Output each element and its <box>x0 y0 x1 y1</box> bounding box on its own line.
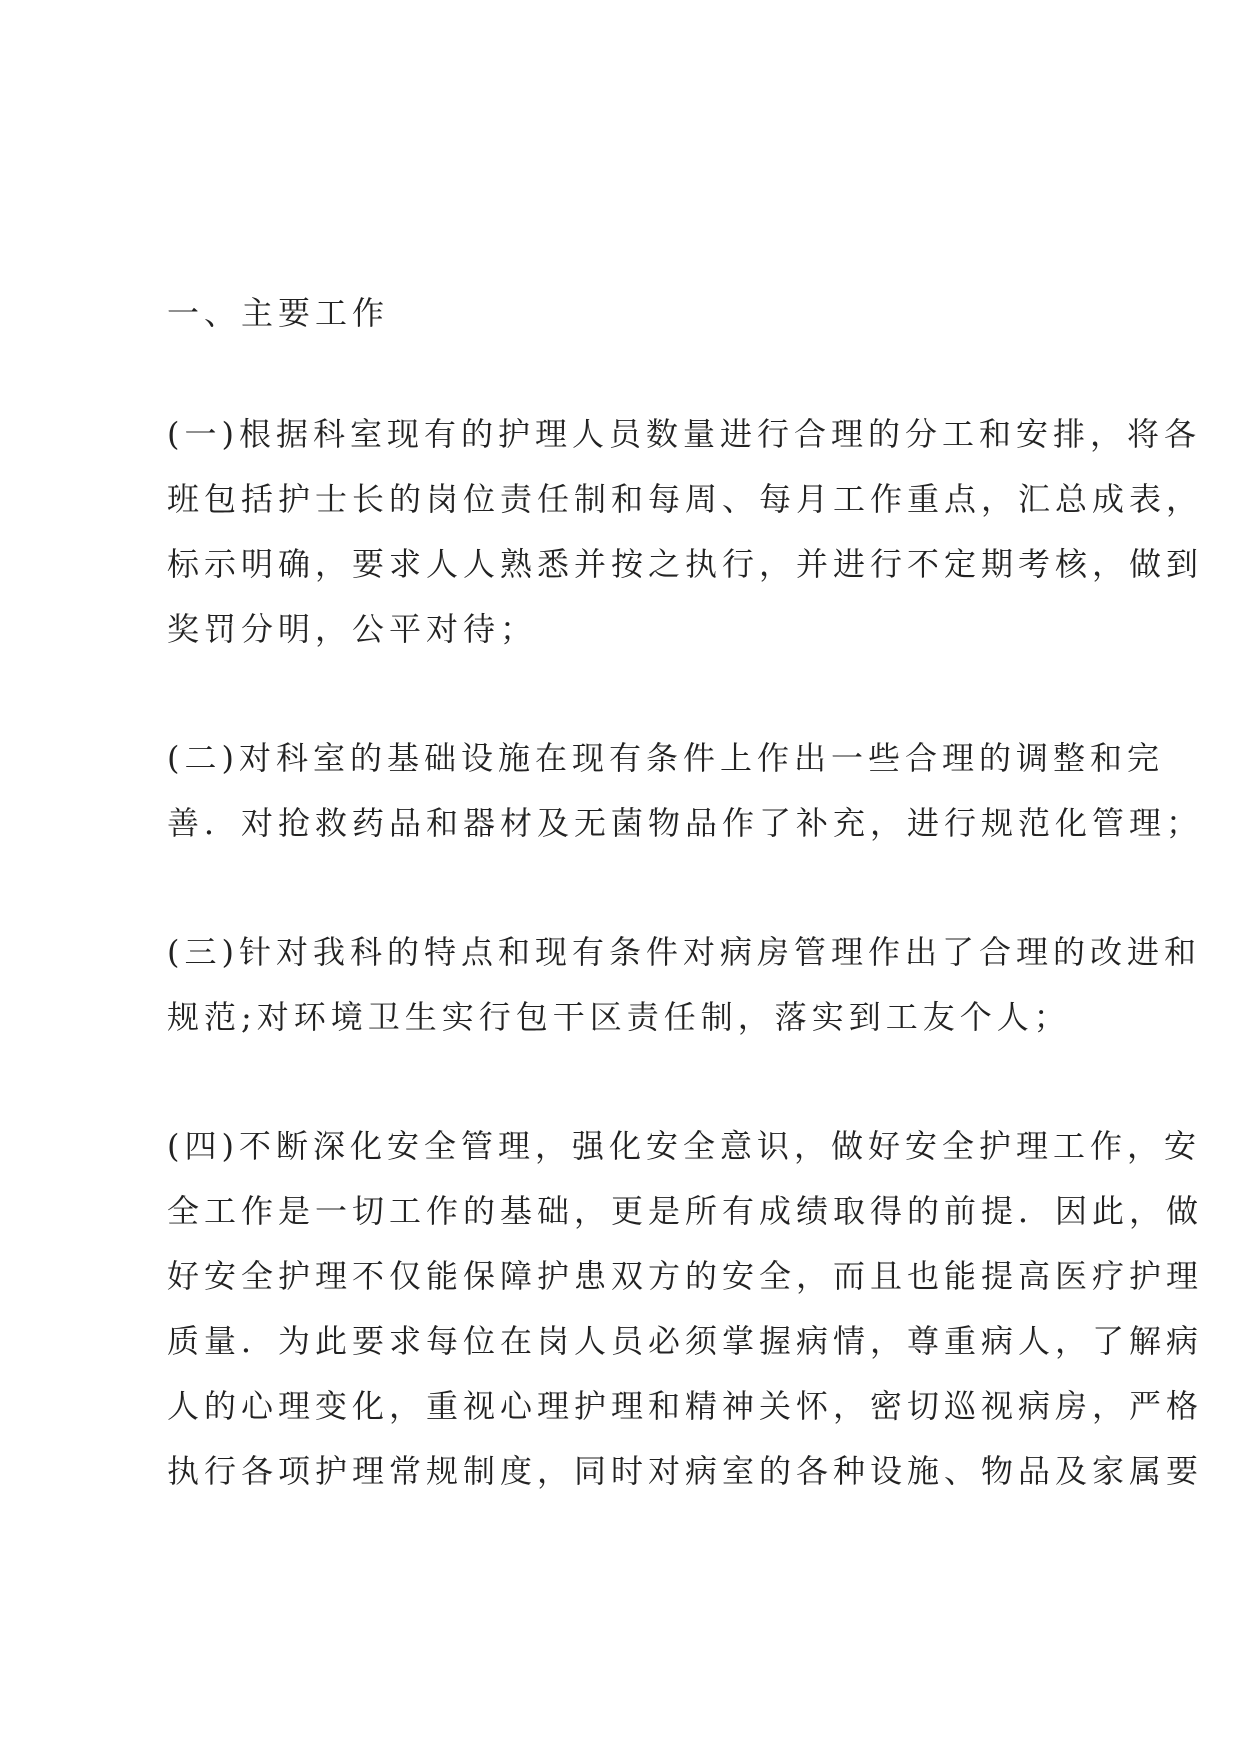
paragraph-line: 质量．为此要求每位在岗人员必须掌握病情，尊重病人，了解病 <box>167 1322 1204 1360</box>
paragraph-line: 全工作是一切工作的基础，更是所有成绩取得的前提．因此，做 <box>167 1192 1204 1230</box>
paragraph-line: (三)针对我科的特点和现有条件对病房管理作出了合理的改进和 <box>167 933 1201 971</box>
paragraph-line: 班包括护士长的岗位责任制和每周、每月工作重点，汇总成表， <box>167 480 1204 518</box>
paragraph-line: 奖罚分明，公平对待； <box>167 610 538 648</box>
paragraph-4 <box>167 1114 1204 1504</box>
document-body <box>167 288 1204 1568</box>
paragraph-line: (四)不断深化安全管理，强化安全意识，做好安全护理工作，安 <box>167 1127 1201 1165</box>
paragraph-line: 人的心理变化，重视心理护理和精神关怀，密切巡视病房，严格 <box>167 1387 1204 1425</box>
paragraph-line: 善．对抢救药品和器材及无菌物品作了补充，进行规范化管理； <box>167 804 1204 842</box>
paragraph-line: (一)根据科室现有的护理人员数量进行合理的分工和安排，将各 <box>167 415 1201 453</box>
paragraph-3 <box>167 920 1201 1050</box>
paragraph-line: (二)对科室的基础设施在现有条件上作出一些合理的调整和完 <box>167 739 1164 777</box>
paragraph-1 <box>167 402 1204 662</box>
paragraph-line: 规范;对环境卫生实行包干区责任制，落实到工友个人； <box>167 998 1071 1036</box>
paragraph-2 <box>167 726 1204 856</box>
paragraph-line: 标示明确，要求人人熟悉并按之执行，并进行不定期考核，做到 <box>167 545 1204 583</box>
section-heading: 一、主要工作 <box>167 294 390 332</box>
paragraph-line: 好安全护理不仅能保障护患双方的安全，而且也能提高医疗护理 <box>167 1257 1204 1295</box>
paragraph-line: 执行各项护理常规制度，同时对病室的各种设施、物品及家属要 <box>167 1452 1204 1490</box>
